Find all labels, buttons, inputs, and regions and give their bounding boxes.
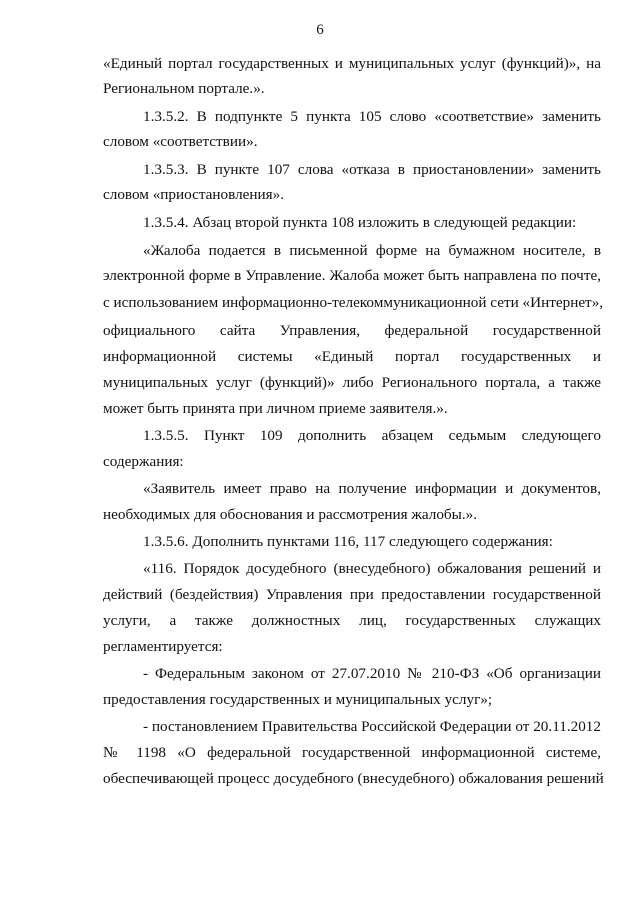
text-line: 1.3.5.4. Абзац второй пункта 108 изложить в следующей редакции: — [143, 214, 577, 231]
text-line: «Заявитель имеет право на получение информации и документов, — [143, 480, 601, 497]
text-line: необходимых для обоснования и рассмотрения жалобы.». — [103, 506, 478, 523]
page-number: 6 — [316, 22, 324, 38]
text-line: № 1198 «О федеральной государственной информационной системе, — [103, 744, 601, 761]
text-line: электронной форме в Управление. Жалоба может быть направлена по почте, — [103, 267, 601, 284]
text-line: предоставления государственных и муниципальных услуг»; — [103, 691, 493, 708]
text-line: действий (бездействия) Управления при предоставлении государственной — [103, 586, 601, 603]
text-line: услуги, а также должностных лиц, государственных служащих — [103, 612, 601, 629]
text-line: регламентируется: — [103, 638, 223, 655]
text-line: - постановлением Правительства Российской Федерации от 20.11.2012 — [143, 718, 601, 735]
text-line: «Единый портал государственных и муниципальных услуг (функций)», на — [103, 55, 601, 72]
text-line: 1.3.5.6. Дополнить пунктами 116, 117 следующего содержания: — [143, 533, 553, 550]
text-line: может быть принята при личном приеме заявителя.». — [103, 400, 448, 417]
text-line: с использованием информационно-телекоммуникационной сети «Интернет», — [103, 294, 604, 311]
text-line: «116. Порядок досудебного (внесудебного) обжалования решений и — [143, 560, 601, 577]
text-line: - Федеральным законом от 27.07.2010 № 210-ФЗ «Об организации — [143, 665, 601, 682]
text-line: 1.3.5.2. В подпункте 5 пункта 105 слово «соответствие» заменить — [143, 108, 601, 125]
text-line: 1.3.5.5. Пункт 109 дополнить абзацем седьмым следующего — [143, 427, 601, 444]
text-line: «Жалоба подается в письменной форме на бумажном носителе, в — [143, 242, 601, 259]
text-line: информационной системы «Единый портал государственных и — [103, 348, 601, 365]
text-line: официального сайта Управления, федеральной государственной — [103, 322, 601, 339]
text-line: содержания: — [103, 453, 184, 470]
text-line: муниципальных услуг (функций)» либо Регионального портала, а также — [103, 374, 601, 391]
text-line: обеспечивающей процесс досудебного (внесудебного) обжалования решений — [103, 770, 604, 787]
text-line: 1.3.5.3. В пункте 107 слова «отказа в приостановлении» заменить — [143, 161, 601, 178]
text-line: Региональном портале.». — [103, 80, 265, 97]
text-line: словом «соответствии». — [103, 133, 258, 150]
text-line: словом «приостановления». — [103, 186, 285, 203]
